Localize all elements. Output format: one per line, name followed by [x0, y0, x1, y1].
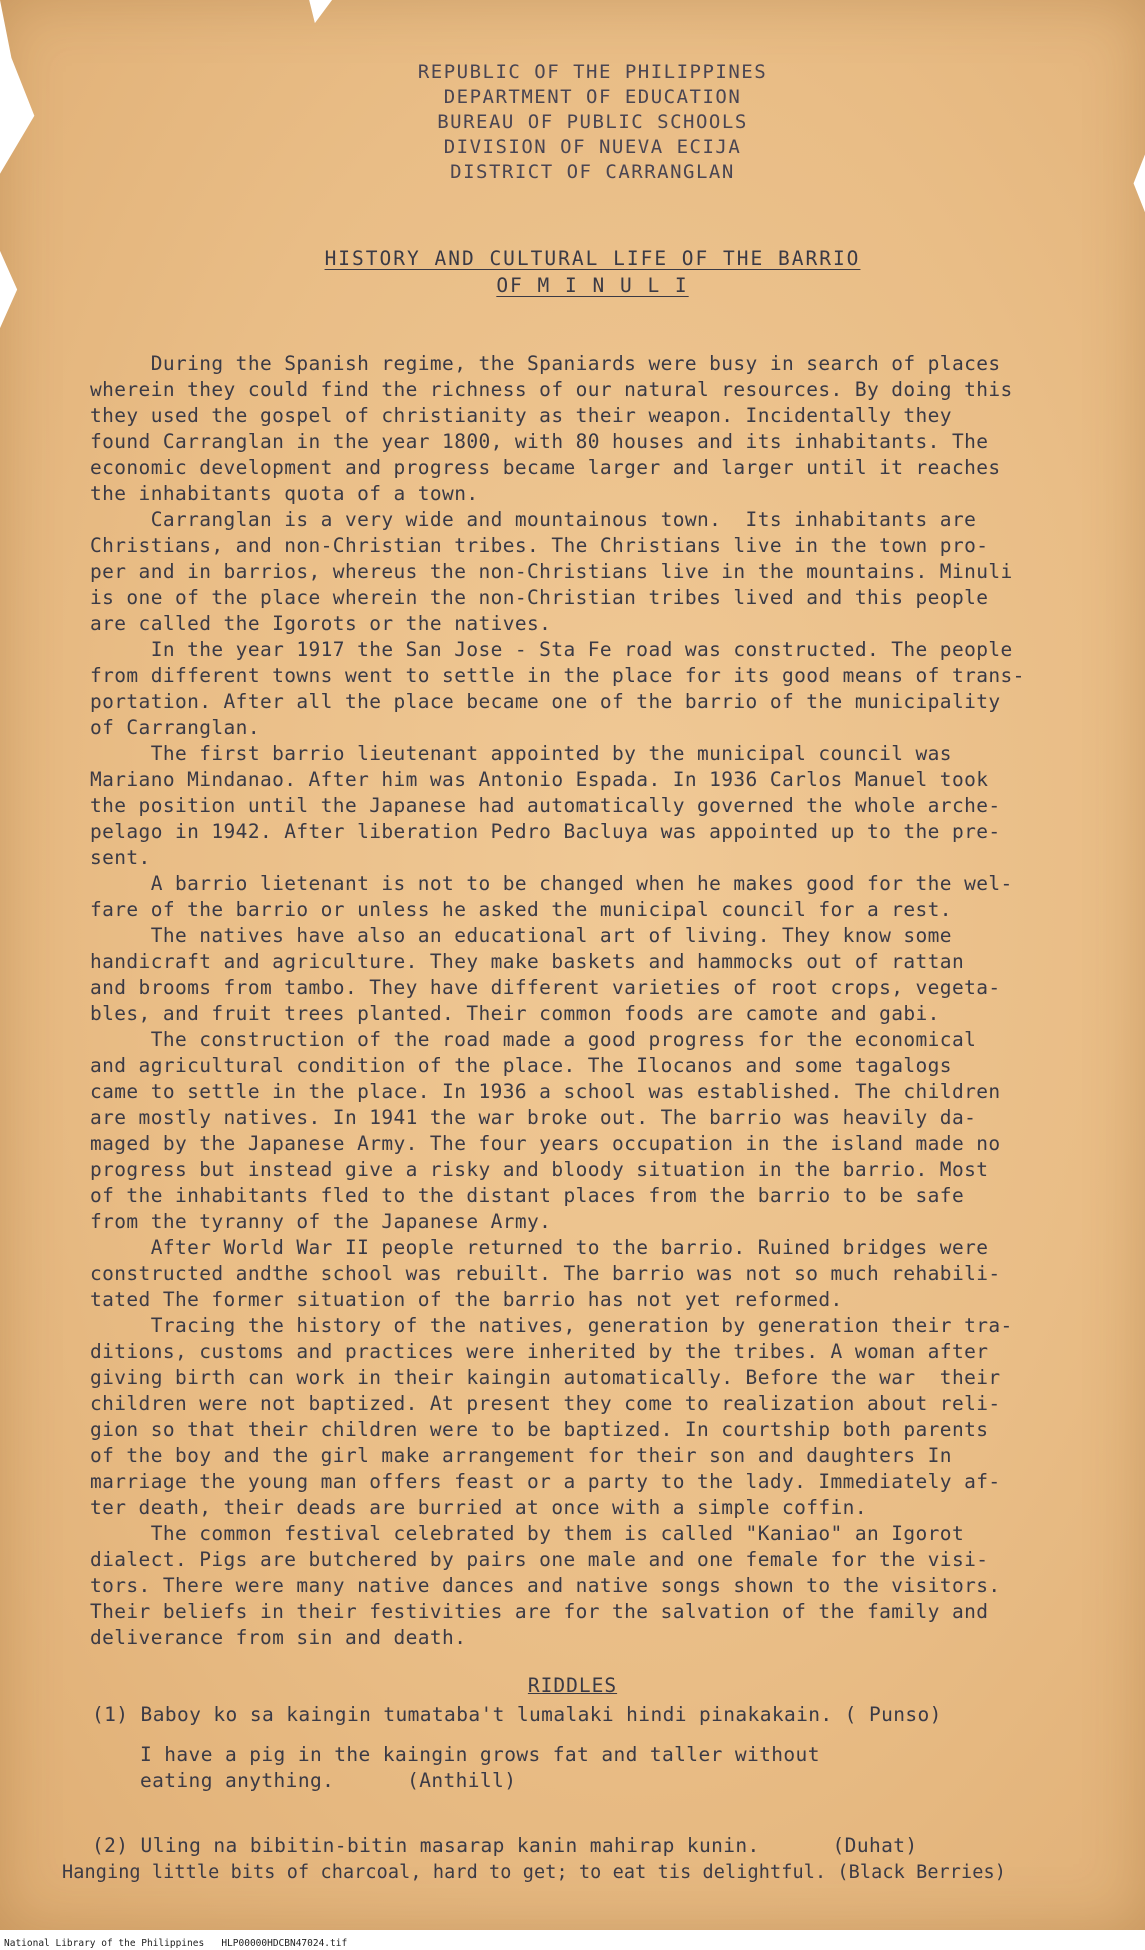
body-line: fare of the barrio or unless he asked the municipal council for a rest. — [90, 898, 952, 921]
letterhead — [0, 60, 1145, 185]
header-line: DIVISION OF NUEVA ECIJA — [443, 136, 742, 158]
body-line: The natives have also an educational art of living. They know some — [90, 924, 952, 947]
body-line: constructed andthe school was rebuilt. The barrio was not so much rehabili- — [90, 1262, 1001, 1285]
body-line: dialect. Pigs are butchered by pairs one male and one female for the visi- — [90, 1548, 989, 1571]
body-line: The first barrio lieutenant appointed by the municipal council was — [90, 742, 952, 765]
body-line: In the year 1917 the San Jose - Sta Fe road was constructed. The people — [90, 638, 1013, 661]
body-line: and brooms from tambo. They have different varieties of root crops, vegeta- — [90, 976, 1001, 999]
header-line: REPUBLIC OF THE PHILIPPINES — [417, 61, 768, 83]
body-line: handicraft and agriculture. They make baskets and hammocks out of rattan — [90, 950, 965, 973]
body-line: Christians, and non-Christian tribes. The Christians live in the town pro- — [90, 534, 989, 557]
scan-footer: National Library of the Philippines HLP00000HDCBN47024.tif — [4, 1938, 348, 1949]
body-line: A barrio lietenant is not to be changed when he makes good for the wel- — [90, 872, 1013, 895]
body-line: economic development and progress became larger and larger until it reaches — [90, 456, 1001, 479]
body-line: sent. — [90, 846, 151, 869]
body-line: The construction of the road made a good progress for the economical — [90, 1028, 977, 1051]
riddle-2: (2) Uling na bibitin-bitin masarap kanin mahirap kunin. (Duhat) — [92, 1834, 918, 1857]
body-line: found Carranglan in the year 1800, with 80 houses and its inhabitants. The — [90, 430, 989, 453]
body-line: are mostly natives. In 1941 the war broke out. The barrio was heavily da- — [90, 1106, 977, 1129]
body-line: pelago in 1942. After liberation Pedro Bacluya was appointed up to the pre- — [90, 820, 1001, 843]
body-line: and agricultural condition of the place. The Ilocanos and some tagalogs — [90, 1054, 952, 1077]
title-line-1: HISTORY AND CULTURAL LIFE OF THE BARRIO — [324, 247, 861, 270]
body-line: ter death, their deads are burried at once with a simple coffin. — [90, 1496, 867, 1519]
body-line: of the boy and the girl make arrangement for their son and daughters In — [90, 1444, 952, 1467]
body-line: Mariano Mindanao. After him was Antonio Espada. In 1936 Carlos Manuel took — [90, 768, 989, 791]
body-line: from different towns went to settle in the place for its good means of trans- — [90, 664, 1025, 687]
body-line: marriage the young man offers feast or a party to the lady. Immediately af- — [90, 1470, 1001, 1493]
body-line: Tracing the history of the natives, generation by generation their tra- — [90, 1314, 1013, 1337]
body-line: progress but instead give a risky and bloody situation in the barrio. Most — [90, 1158, 989, 1181]
header-line: DEPARTMENT OF EDUCATION — [443, 86, 742, 108]
riddle-2-translation: Hanging little bits of charcoal, hard to get; to eat tis delightful. (Black Berries) — [62, 1862, 1006, 1883]
body-line: from the tyranny of the Japanese Army. — [90, 1210, 552, 1233]
body-line: maged by the Japanese Army. The four years occupation in the island made no — [90, 1132, 1001, 1155]
riddle-1-translation-line-1: I have a pig in the kaingin grows fat and taller without — [140, 1743, 820, 1766]
title-line-2: OF M I N U L I — [496, 274, 689, 297]
body-line: portation. After all the place became one of the barrio of the municipality — [90, 690, 1001, 713]
body-line: During the Spanish regime, the Spaniards were busy in search of places — [90, 352, 1001, 375]
body-line: After World War II people returned to the barrio. Ruined bridges were — [90, 1236, 989, 1259]
riddle-1: (1) Baboy ko sa kaingin tumataba't lumalaki hindi pinakakain. ( Punso) — [92, 1703, 942, 1726]
body-line: is one of the place wherein the non-Christian tribes lived and this people — [90, 586, 989, 609]
body-line: ditions, customs and practices were inherited by the tribes. A woman after — [90, 1340, 989, 1363]
body-line: Carranglan is a very wide and mountainous town. Its inhabitants are — [90, 508, 977, 531]
body-line: children were not baptized. At present they come to realization about reli- — [90, 1392, 1001, 1415]
body-line: tors. There were many native dances and native songs shown to the visitors. — [90, 1574, 1001, 1597]
body-line: per and in barrios, whereus the non-Christians live in the mountains. Minuli — [90, 560, 1013, 583]
body-line: giving birth can work in their kaingin automatically. Before the war their — [90, 1366, 1001, 1389]
body-line: The common festival celebrated by them is called "Kaniao" an Igorot — [90, 1522, 965, 1545]
body-line: bles, and fruit trees planted. Their common foods are camote and gabi. — [90, 1002, 940, 1025]
header-line: DISTRICT OF CARRANGLAN — [450, 161, 735, 183]
document-title — [0, 245, 1145, 299]
body-line: they used the gospel of christianity as their weapon. Incidentally they — [90, 404, 952, 427]
riddles-heading: RIDDLES — [527, 1674, 618, 1697]
body-line: of Carranglan. — [90, 716, 260, 739]
riddle-1-translation-line-2: eating anything. (Anthill) — [140, 1769, 517, 1792]
body-line: the position until the Japanese had automatically governed the whole arche- — [90, 794, 1001, 817]
body-line: the inhabitants quota of a town. — [90, 482, 479, 505]
body-line: deliverance from sin and death. — [90, 1626, 467, 1649]
body-line: gion so that their children were to be baptized. In courtship both parents — [90, 1418, 989, 1441]
body-text — [90, 351, 1080, 1651]
header-line: BUREAU OF PUBLIC SCHOOLS — [437, 111, 748, 133]
body-line: tated The former situation of the barrio has not yet reformed. — [90, 1288, 843, 1311]
body-line: of the inhabitants fled to the distant places from the barrio to be safe — [90, 1184, 965, 1207]
body-line: are called the Igorots or the natives. — [90, 612, 552, 635]
body-line: Their beliefs in their festivities are for the salvation of the family and — [90, 1600, 989, 1623]
body-line: wherein they could find the richness of our natural resources. By doing this — [90, 378, 1013, 401]
body-line: came to settle in the place. In 1936 a school was established. The children — [90, 1080, 1001, 1103]
